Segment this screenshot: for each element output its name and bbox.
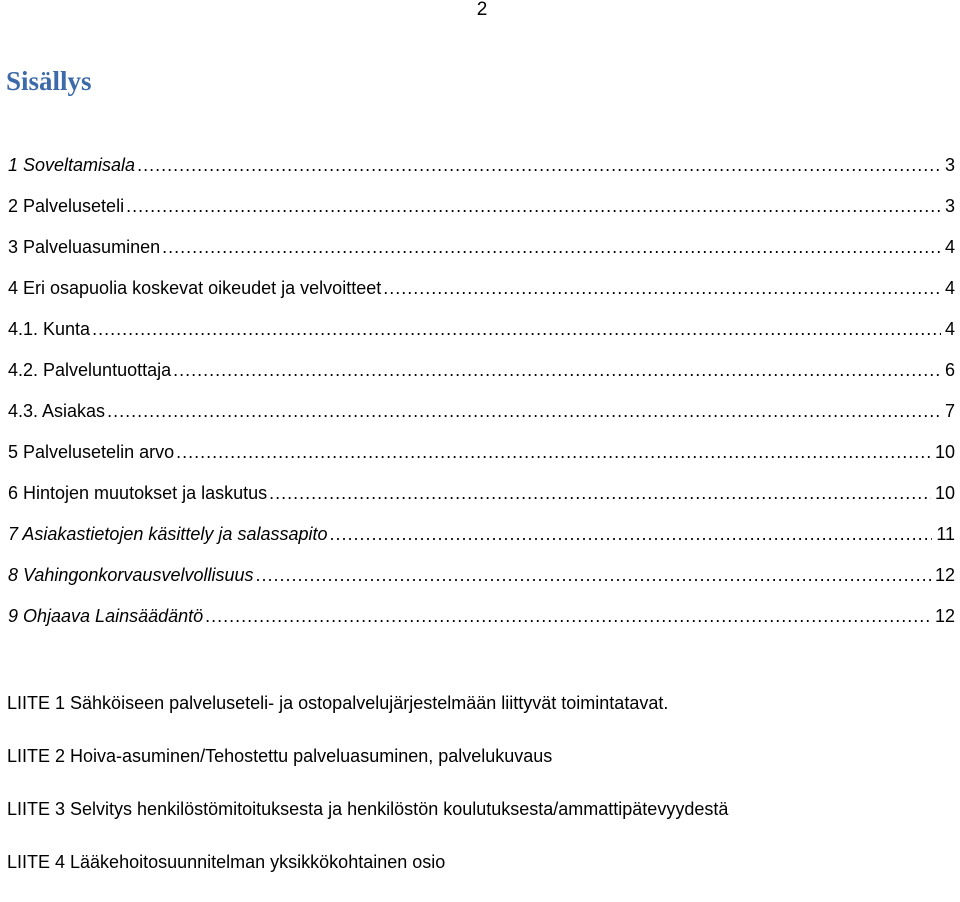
- toc-entry-page: 4: [944, 237, 955, 257]
- toc-entry-title: 9 Ohjaava Lainsäädäntö: [8, 606, 204, 626]
- toc-entry[interactable]: [8, 234, 955, 275]
- toc-dot-leader: [269, 480, 931, 506]
- toc-entry[interactable]: [8, 398, 955, 439]
- toc-entry[interactable]: [8, 562, 955, 603]
- toc-entry-page: 6: [944, 360, 955, 380]
- toc-dot-leader: [383, 275, 941, 301]
- appendix-item: LIITE 1 Sähköiseen palveluseteli- ja ostopalvelujärjestelmään liittyvät toimintatavat.: [7, 693, 669, 713]
- toc-entry-title: 3 Palveluasuminen: [8, 237, 161, 257]
- toc-entry-title: 2 Palveluseteli: [8, 196, 125, 216]
- appendix-list: [7, 690, 954, 902]
- toc-dot-leader: [162, 234, 941, 260]
- toc-entry-title: 4.2. Palveluntuottaja: [8, 360, 172, 380]
- toc-entry-title: 4 Eri osapuolia koskevat oikeudet ja velvoitteet: [8, 278, 382, 298]
- toc-entry-page: 12: [934, 606, 955, 626]
- toc-entry[interactable]: [8, 439, 955, 480]
- toc-entry-page: 11: [936, 524, 955, 544]
- toc-entry-page: 3: [944, 196, 955, 216]
- toc-heading: Sisällys: [6, 66, 92, 96]
- toc-entry-title: 6 Hintojen muutokset ja laskutus: [8, 483, 268, 503]
- appendix-item: LIITE 3 Selvitys henkilöstömitoituksesta ja henkilöstön koulutuksesta/ammattipätevyydestä: [7, 799, 729, 819]
- toc-entry-title: 1 Soveltamisala: [8, 155, 136, 175]
- toc-entry-page: 3: [944, 155, 955, 175]
- toc-entry-title: 5 Palvelusetelin arvo: [8, 442, 175, 462]
- toc-dot-leader: [107, 398, 941, 424]
- toc-entry[interactable]: [8, 603, 955, 644]
- table-of-contents: [8, 152, 955, 644]
- toc-entry-page: 7: [944, 401, 955, 421]
- toc-entry[interactable]: [8, 193, 955, 234]
- toc-dot-leader: [137, 152, 941, 178]
- toc-entry-page: 4: [944, 278, 955, 298]
- toc-entry-title: 8 Vahingonkorvausvelvollisuus: [8, 565, 254, 585]
- page-number: 2: [476, 0, 488, 20]
- toc-entry[interactable]: [8, 521, 955, 562]
- toc-entry-page: 4: [944, 319, 955, 339]
- toc-dot-leader: [330, 521, 933, 547]
- toc-entry-page: 10: [934, 442, 955, 462]
- toc-entry-page: 10: [934, 483, 955, 503]
- appendix-item: LIITE 4 Lääkehoitosuunnitelman yksikkökohtainen osio: [7, 852, 446, 872]
- toc-dot-leader: [176, 439, 931, 465]
- toc-entry[interactable]: [8, 316, 955, 357]
- toc-entry[interactable]: [8, 152, 955, 193]
- toc-dot-leader: [205, 603, 931, 629]
- toc-dot-leader: [92, 316, 941, 342]
- toc-dot-leader: [173, 357, 941, 383]
- toc-dot-leader: [255, 562, 930, 588]
- toc-entry-page: 12: [934, 565, 955, 585]
- toc-entry[interactable]: [8, 357, 955, 398]
- toc-entry-title: 4.3. Asiakas: [8, 401, 106, 421]
- toc-dot-leader: [126, 193, 941, 219]
- appendix-item: LIITE 2 Hoiva-asuminen/Tehostettu palveluasuminen, palvelukuvaus: [7, 746, 553, 766]
- toc-entry-title: 7 Asiakastietojen käsittely ja salassapito: [8, 524, 328, 544]
- toc-entry-title: 4.1. Kunta: [8, 319, 91, 339]
- toc-entry[interactable]: [8, 480, 955, 521]
- toc-entry[interactable]: [8, 275, 955, 316]
